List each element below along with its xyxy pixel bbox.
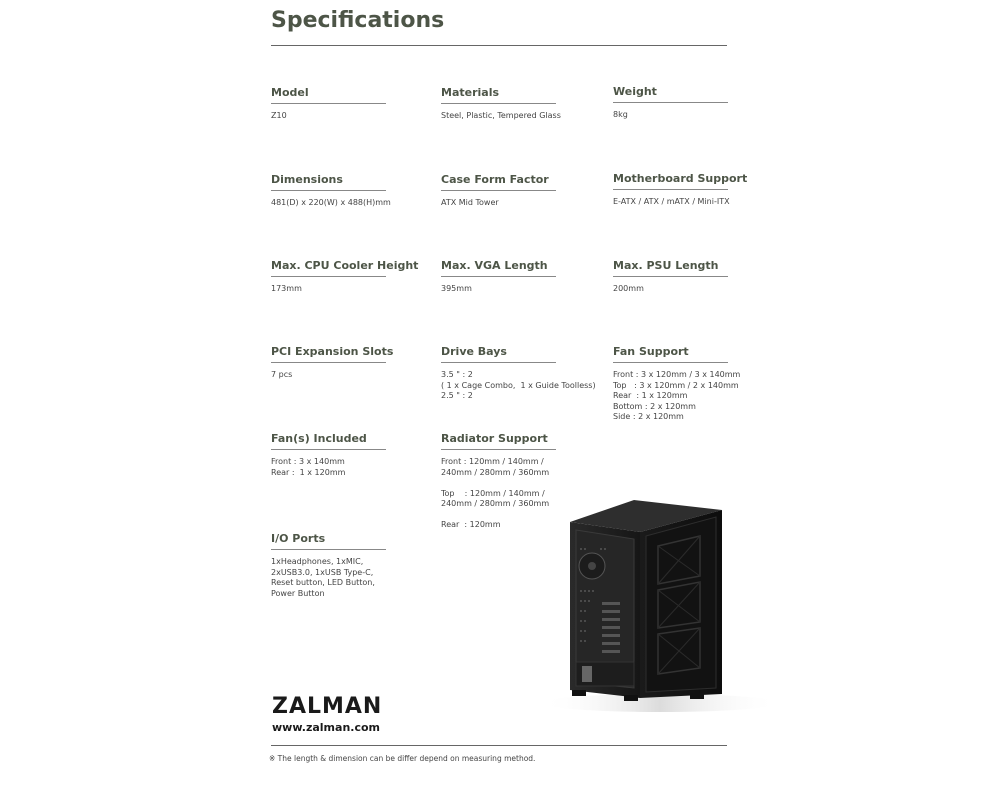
spec-label: Max. CPU Cooler Height	[271, 259, 386, 277]
spec-value: E-ATX / ATX / mATX / Mini-ITX	[613, 197, 730, 206]
spec-value: 395mm	[441, 284, 472, 293]
spec-label: Motherboard Support	[613, 172, 728, 190]
spec-value: ATX Mid Tower	[441, 198, 499, 207]
spec-case-form-factor	[441, 173, 601, 209]
spec-psu-length	[613, 259, 773, 295]
spec-value: Front : 3 x 140mm Rear : 1 x 120mm	[271, 457, 346, 477]
spec-motherboard-support	[613, 172, 773, 208]
spec-label: Weight	[613, 85, 728, 103]
spec-value: 8kg	[613, 110, 628, 119]
footnote: ※ The length & dimension can be differ depend on measuring method.	[269, 754, 536, 763]
spec-label: Fan(s) Included	[271, 432, 386, 450]
brand-logo	[272, 695, 382, 734]
spec-fans-included	[271, 432, 431, 478]
spec-label: Materials	[441, 86, 556, 104]
spec-label: Drive Bays	[441, 345, 556, 363]
spec-value: 3.5 " : 2 ( 1 x Cage Combo, 1 x Guide Toolless) 2.5 " : 2	[441, 370, 596, 400]
spec-value: Front : 120mm / 140mm / 240mm / 280mm / 360mm Top : 120mm / 140mm / 240mm / 280mm / 360mm Rear : 120mm	[441, 457, 550, 529]
spec-value: 481(D) x 220(W) x 488(H)mm	[271, 198, 391, 207]
spec-pci-slots	[271, 345, 431, 381]
spec-dimensions	[271, 173, 431, 209]
spec-label: PCI Expansion Slots	[271, 345, 386, 363]
spec-label: Max. PSU Length	[613, 259, 728, 277]
page-title: Specifications	[271, 8, 445, 33]
spec-value: Steel, Plastic, Tempered Glass	[441, 111, 561, 120]
spec-materials	[441, 86, 601, 122]
spec-value: 1xHeadphones, 1xMIC, 2xUSB3.0, 1xUSB Type-C, Reset button, LED Button, Power Button	[271, 557, 375, 598]
spec-label: Model	[271, 86, 386, 104]
spec-label: Case Form Factor	[441, 173, 556, 191]
spec-cpu-cooler-height	[271, 259, 431, 295]
spec-value: Z10	[271, 111, 287, 120]
spec-label: I/O Ports	[271, 532, 386, 550]
pc-case-image	[540, 490, 780, 720]
spec-value: 7 pcs	[271, 370, 293, 379]
brand-url: www.zalman.com	[272, 721, 380, 734]
spec-label: Dimensions	[271, 173, 386, 191]
spec-weight	[613, 85, 773, 121]
footer-divider	[271, 745, 727, 746]
spec-value: 173mm	[271, 284, 302, 293]
spec-value: Front : 3 x 120mm / 3 x 140mm Top : 3 x 120mm / 2 x 140mm Rear : 1 x 120mm Bottom : 2 x 120mm Side : 2 x 120mm	[613, 370, 741, 421]
brand-name: ZALMAN	[272, 694, 383, 719]
pc-case-illustration	[540, 490, 780, 720]
spec-value: 200mm	[613, 284, 644, 293]
spec-drive-bays	[441, 345, 601, 402]
spec-label: Radiator Support	[441, 432, 556, 450]
spec-model	[271, 86, 431, 122]
spec-io-ports	[271, 532, 431, 599]
spec-fan-support	[613, 345, 773, 423]
spec-vga-length	[441, 259, 601, 295]
title-divider	[271, 45, 727, 46]
spec-label: Max. VGA Length	[441, 259, 556, 277]
spec-label: Fan Support	[613, 345, 728, 363]
